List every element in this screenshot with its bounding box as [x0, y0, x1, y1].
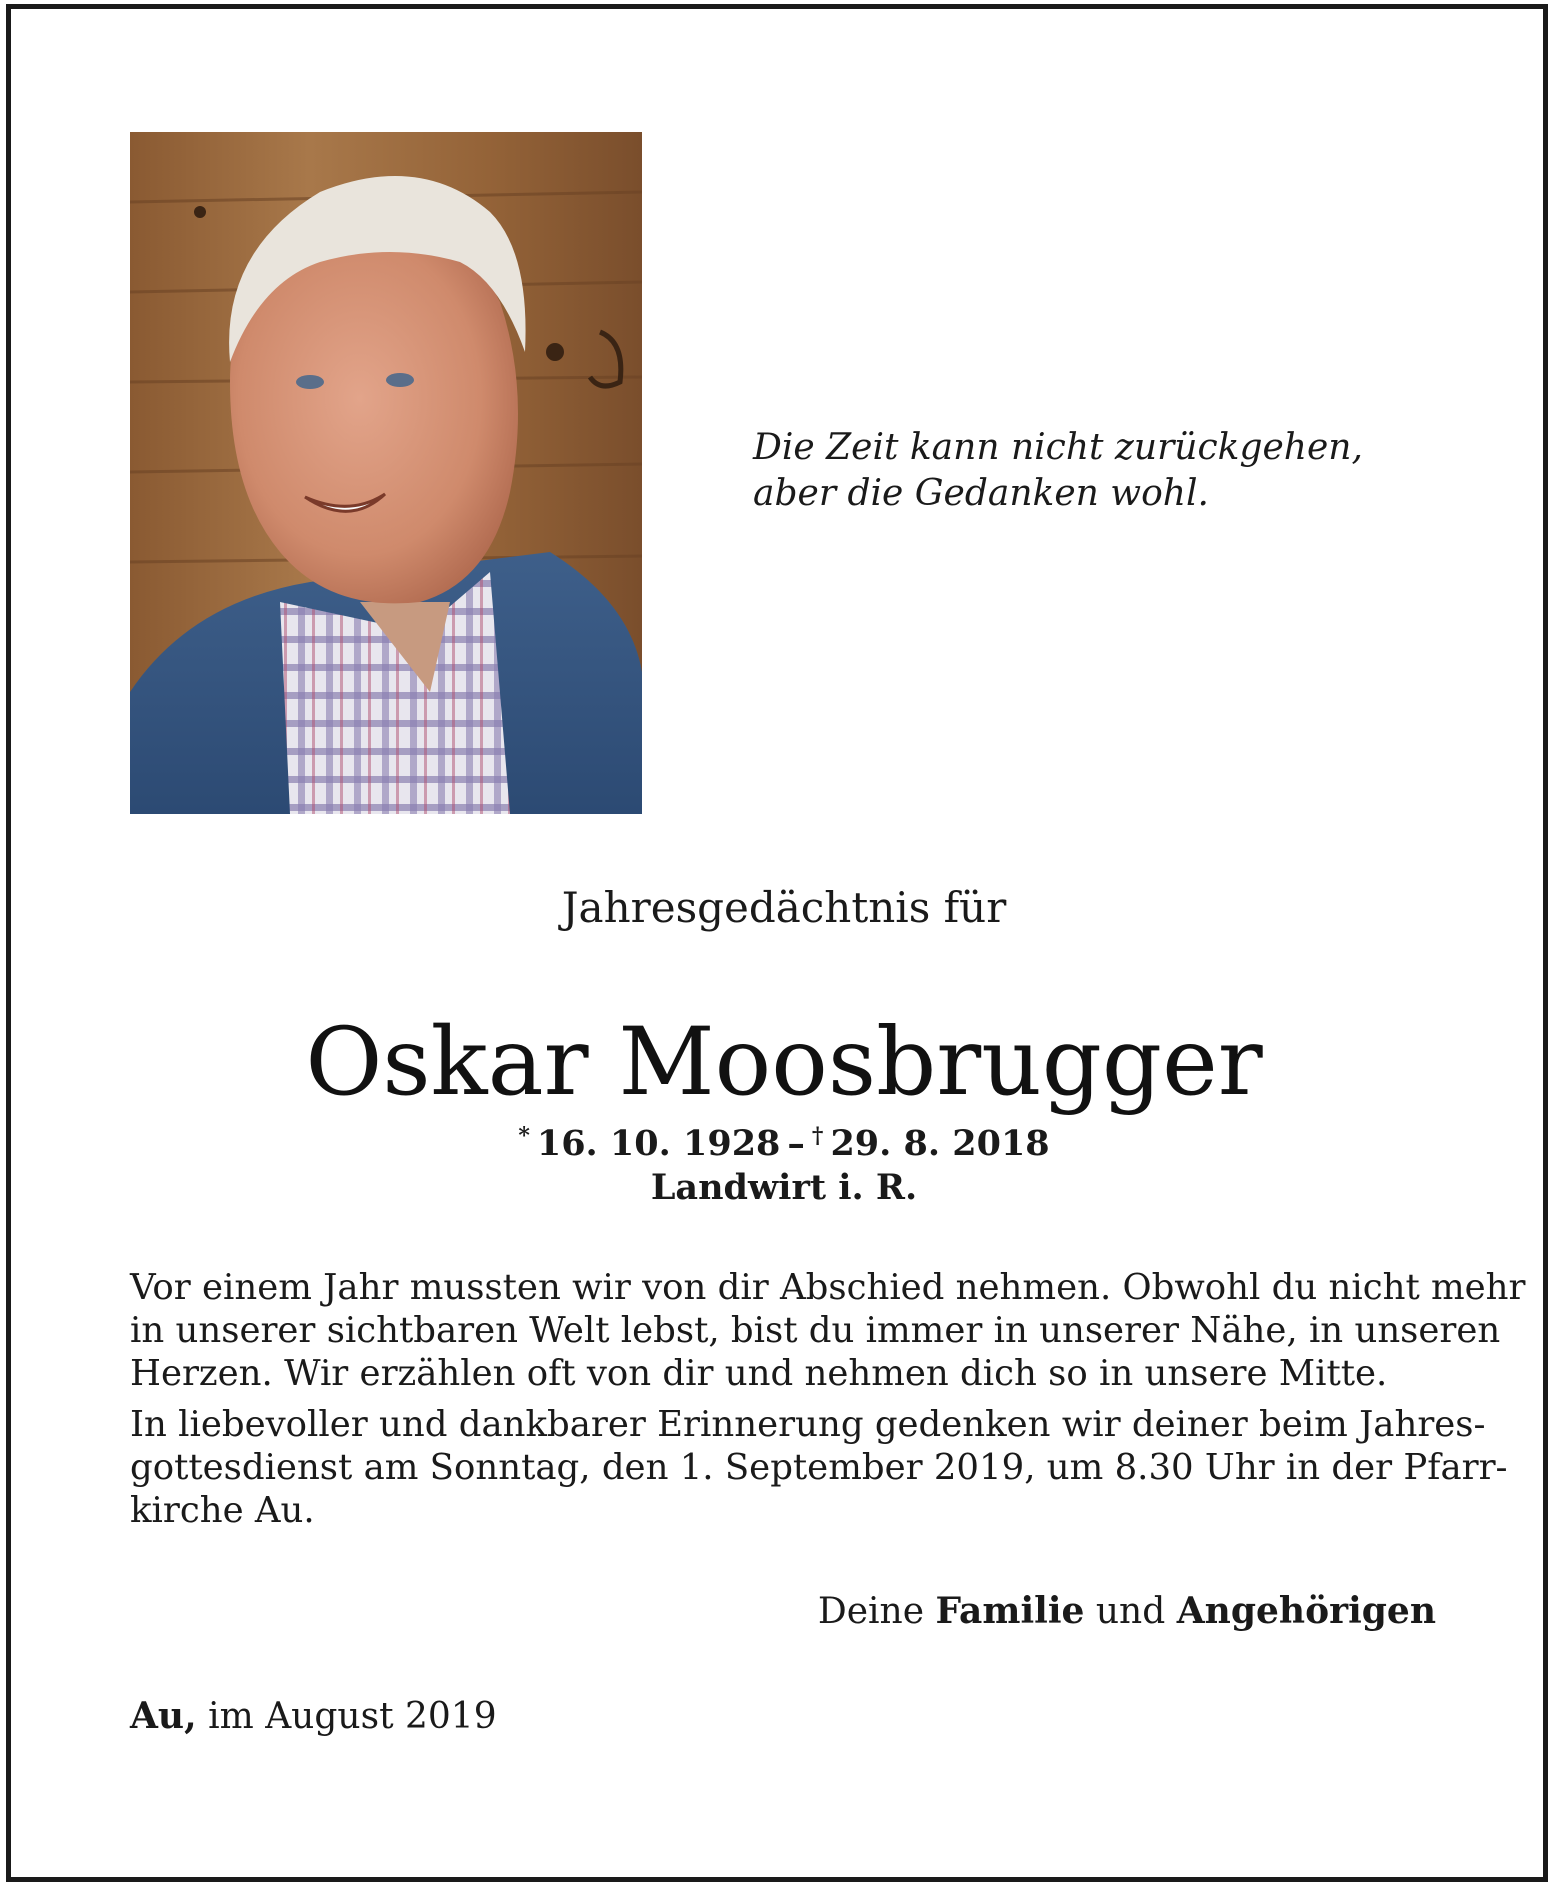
paragraph-line: In liebevoller und dankbarer Erinnerung gedenken wir deiner beim Jahres- — [130, 1404, 1486, 1445]
place-and-date — [130, 1693, 497, 1740]
portrait-photo-icon — [130, 132, 642, 814]
life-dates — [0, 1122, 1568, 1166]
birth-date: 16. 10. 1928 — [536, 1123, 781, 1164]
quote-line-1: Die Zeit kann nicht zurückgehen, — [753, 427, 1363, 468]
signature-prefix: Deine — [817, 1591, 924, 1632]
death-symbol: † — [811, 1123, 824, 1149]
birth-symbol: * — [518, 1123, 530, 1149]
paragraph-1 — [130, 1266, 1526, 1395]
profession: Landwirt i. R. — [650, 1167, 918, 1208]
place-date: im August 2019 — [208, 1696, 497, 1737]
signature-conjunction: und — [1095, 1591, 1166, 1632]
memorial-intro: Jahresgedächtnis für — [561, 883, 1007, 932]
paragraph-line: kirche Au. — [130, 1490, 315, 1531]
death-date: 29. 8. 2018 — [830, 1123, 1050, 1164]
place-town: Au, — [130, 1695, 197, 1737]
memorial-text — [130, 1266, 1526, 1532]
paragraph-line: in unserer sichtbaren Welt lebst, bist du immer in unserer Nähe, in unseren — [130, 1310, 1501, 1351]
portrait-photo — [130, 132, 642, 814]
paragraph-2 — [130, 1403, 1508, 1532]
date-separator: – — [787, 1123, 805, 1164]
paragraph-line: gottesdienst am Sonntag, den 1. September 2019, um 8.30 Uhr in der Pfarr- — [130, 1447, 1508, 1488]
quote-line-2: aber die Gedanken wohl. — [753, 473, 1209, 514]
memorial-quote — [753, 425, 1373, 517]
paragraph-line: Herzen. Wir erzählen oft von dir und nehmen dich so in unsere Mitte. — [130, 1353, 1388, 1394]
deceased-name: Oskar Moosbrugger — [305, 1008, 1263, 1117]
signature — [700, 1588, 1436, 1635]
signature-relatives: Angehörigen — [1176, 1590, 1436, 1632]
signature-family: Familie — [935, 1590, 1085, 1632]
paragraph-line: Vor einem Jahr mussten wir von dir Abschied nehmen. Obwohl du nicht mehr — [130, 1267, 1526, 1308]
